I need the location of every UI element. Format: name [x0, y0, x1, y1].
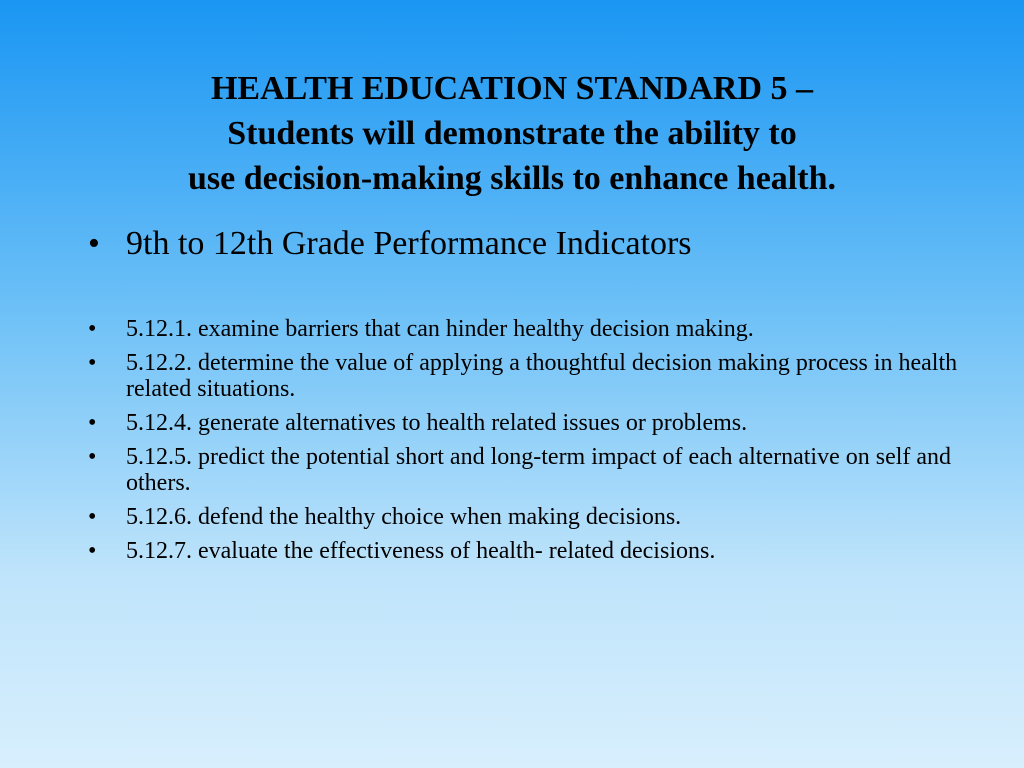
bullet-icon: • [88, 316, 97, 342]
list-item [88, 504, 968, 530]
list-item [88, 350, 968, 402]
list-item [88, 316, 968, 342]
title-line: Students will demonstrate the ability to [227, 115, 797, 152]
main-bullet [88, 222, 692, 266]
bullet-icon: • [88, 444, 97, 470]
bullet-icon: • [88, 504, 97, 530]
indicator-text: 5.12.2. determine the value of applying a thoughtful decision making process in health related situations. [126, 350, 958, 402]
indicator-text: 5.12.7. evaluate the effectiveness of health- related decisions. [126, 538, 716, 564]
indicator-list [88, 316, 968, 572]
title-line: HEALTH EDUCATION STANDARD 5 – [210, 70, 814, 107]
bullet-icon: • [88, 225, 100, 262]
indicator-text: 5.12.5. predict the potential short and long-term impact of each alternative on self and others. [126, 444, 952, 496]
list-item [88, 538, 968, 564]
indicator-text: 5.12.6. defend the healthy choice when making decisions. [126, 504, 682, 530]
bullet-icon: • [88, 410, 97, 436]
bullet-icon: • [88, 350, 97, 376]
slide-title [60, 66, 964, 201]
title-line: use decision-making skills to enhance health. [188, 160, 836, 197]
list-item [88, 410, 968, 436]
bullet-icon: • [88, 538, 97, 564]
indicator-text: 5.12.1. examine barriers that can hinder healthy decision making. [126, 316, 754, 342]
main-bullet-text: 9th to 12th Grade Performance Indicators [126, 225, 692, 262]
list-item [88, 444, 968, 496]
indicator-text: 5.12.4. generate alternatives to health related issues or problems. [126, 410, 748, 436]
